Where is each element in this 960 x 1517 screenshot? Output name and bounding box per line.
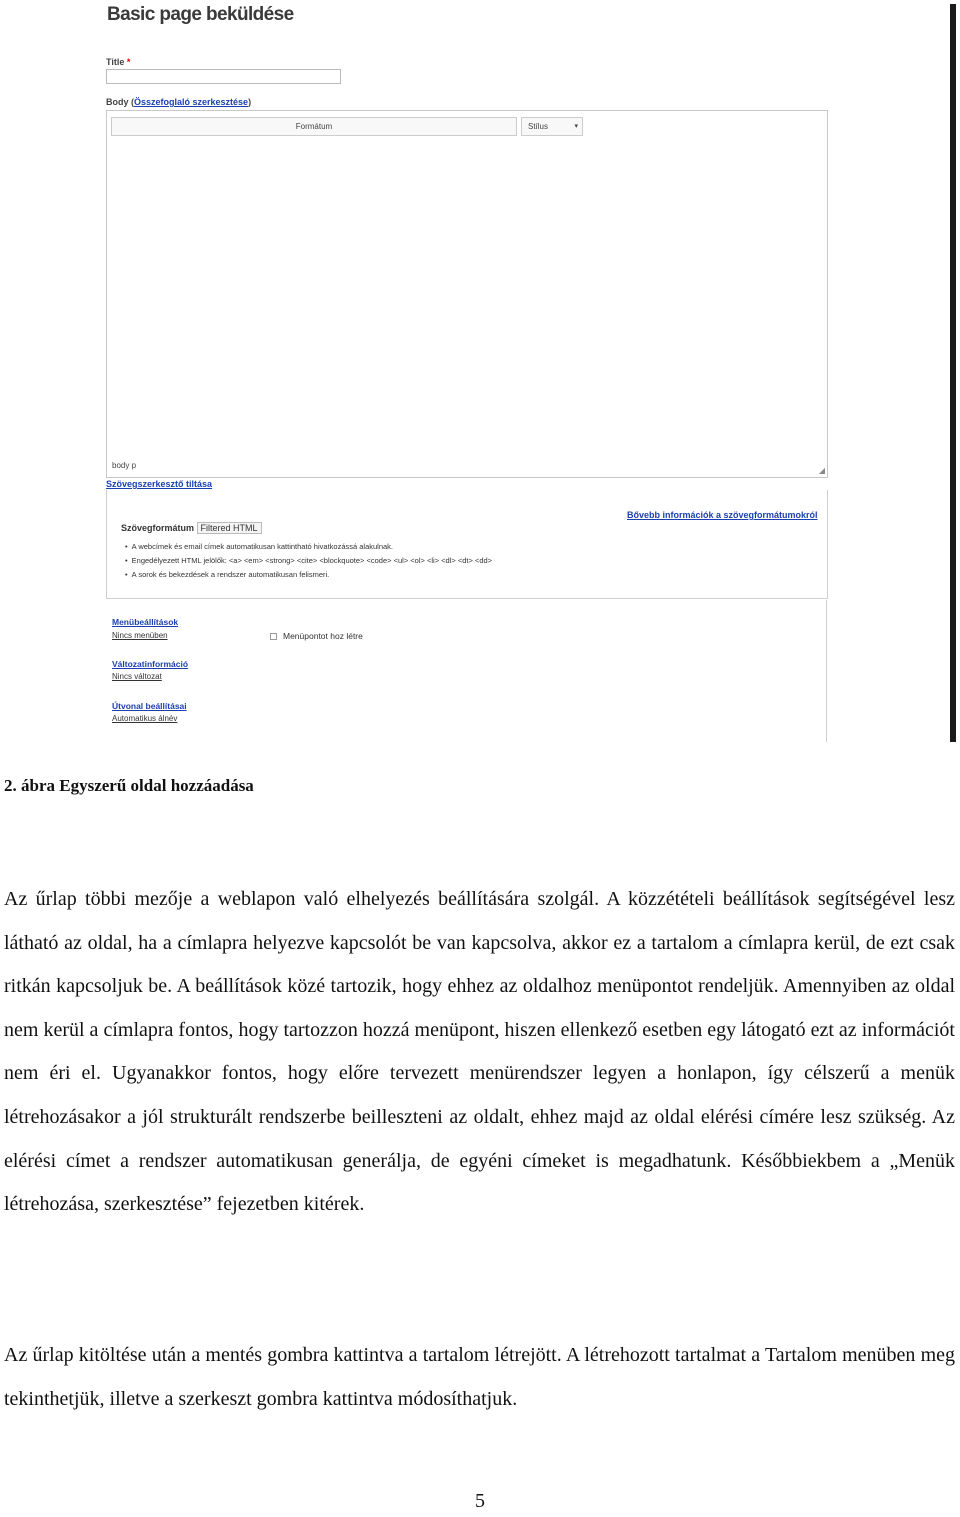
vertical-tabs-settings xyxy=(106,600,827,742)
chevron-down-icon: ▾ xyxy=(574,123,578,130)
format-tip: • A sorok és bekezdések a rendszer automatikusan felismeri. xyxy=(125,570,492,579)
format-tip: • Engedélyezett HTML jelölők: <a> <em> <strong> <cite> <blockquote> <code> <ul> <ol> <li> <dl> <dt> <dd> xyxy=(125,556,492,565)
tab-menu-settings[interactable]: Menübeállítások xyxy=(112,617,179,627)
required-mark: * xyxy=(126,57,131,67)
editor-element-path: body p xyxy=(112,461,137,470)
format-tip: • A webcímek és email címek automatikusan kattintható hivatkozássá alakulnak. xyxy=(125,542,492,551)
menu-settings-summary: Nincs menüben xyxy=(112,631,168,640)
menu-link-label: Menüpontot hoz létre xyxy=(283,631,363,641)
tab-revision-info[interactable]: Változatinformáció xyxy=(112,659,189,669)
body-label: Body (Összefoglaló szerkesztése) xyxy=(106,97,252,107)
format-tips-list xyxy=(125,542,492,584)
edit-summary-link[interactable]: Összefoglaló szerkesztése xyxy=(134,97,249,107)
screenshot-figure xyxy=(104,0,830,742)
text-format-select[interactable]: Filtered HTML xyxy=(197,522,262,534)
text-format-label-text: Szövegformátum xyxy=(121,523,195,533)
path-summary: Automatikus álnév xyxy=(112,714,178,723)
body-editor[interactable] xyxy=(106,110,828,478)
menu-link-option[interactable] xyxy=(270,631,363,641)
title-label xyxy=(106,57,130,67)
revision-summary: Nincs változat xyxy=(112,672,162,681)
text-format-label xyxy=(121,522,262,534)
title-label-text: Title xyxy=(106,57,125,67)
style-dropdown[interactable] xyxy=(521,117,583,136)
disable-editor-link[interactable]: Szövegszerkesztő tiltása xyxy=(106,479,213,489)
resize-grip-icon[interactable]: ◢ xyxy=(818,466,825,475)
page-number: 5 xyxy=(475,1490,485,1512)
tab-path-settings[interactable]: Útvonal beállításai xyxy=(112,701,187,711)
format-dropdown[interactable]: Formátum xyxy=(111,117,517,136)
body-paragraph: Az űrlap kitöltése után a mentés gombra kattintva a tartalom létrejött. A létrehozott tartalmat a Tartalom menüben meg tekinthetjük, illetve a szerkeszt gombra kattintva módosíthatjuk. xyxy=(4,1344,955,1410)
checkbox[interactable] xyxy=(270,633,277,640)
body-paragraph: Az űrlap többi mezője a weblapon való elhelyezés beállítására szolgál. A közzétételi beállítások segítségével lesz látható az oldal, ha a címlapra helyezve kapcsolót be van kapcsolva, akkor ez a tartalom a címlapra kerül, de ezt csak ritkán kapcsoljuk be. A beállítások közé tartozik, hogy ehhez az oldalhoz menüpontot rendeljük. Amennyiben az oldal nem kerül a címlapra fontos, hogy tartozzon hozzá menüpont, hiszen ellenkező esetben egy látogató ezt az információt nem éri el. Ugyanakkor fontos, hogy előre tervezett menürendszer legyen a honlapon, így célszerű a menük létrehozásakor a jól strukturált rendszerbe beilleszteni az oldalt, ehhez majd az oldal elérési címére lesz szükség. Az elérési címet a rendszer automatikusan generálja, de egyéni címeket is megadhatunk. Későbbiekbem a „Menük létrehozása, szerkesztése” fejezetben kitérek. xyxy=(4,888,955,1216)
style-dropdown-label: Stílus xyxy=(528,122,549,131)
page-title: Basic page beküldése xyxy=(107,4,294,25)
figure-caption: 2. ábra Egyszerű oldal hozzáadása xyxy=(4,776,254,795)
title-input[interactable] xyxy=(106,69,341,84)
text-format-box xyxy=(106,490,828,599)
body-label-text: Body xyxy=(106,97,129,107)
more-format-info-link[interactable]: Bővebb információk a szövegformátumokról xyxy=(627,510,818,520)
screenshot-edge xyxy=(950,4,956,742)
